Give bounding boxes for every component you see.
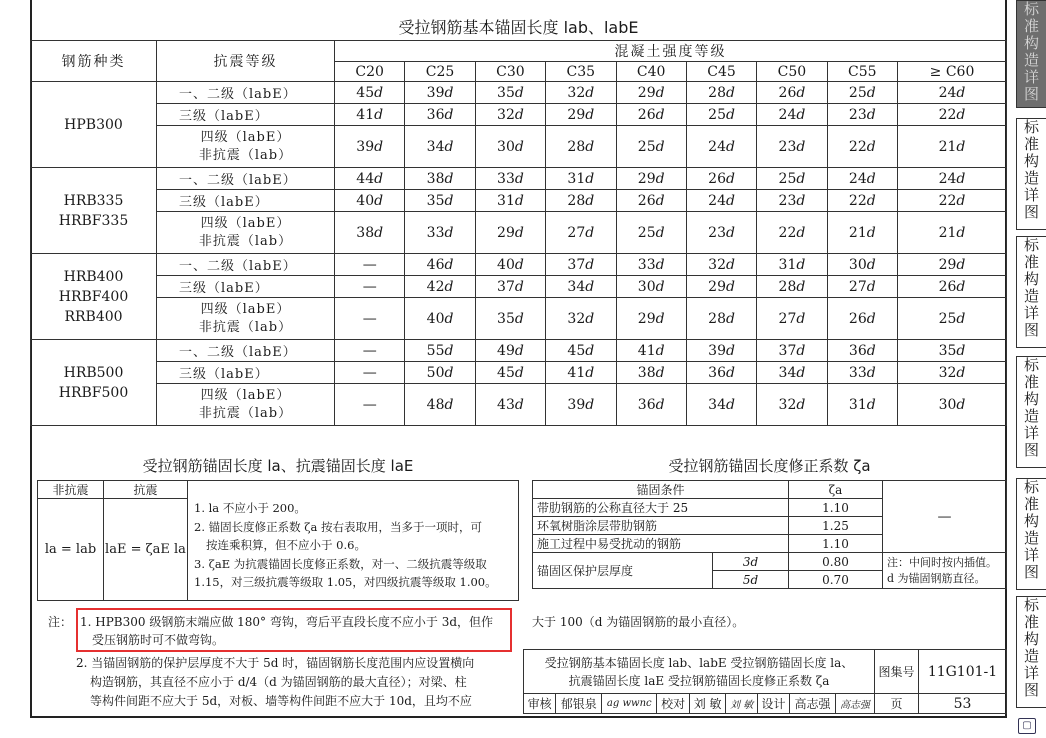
anchorage-value: 34d <box>757 362 827 384</box>
seismic-grade-label: 四级（labE） <box>200 301 291 317</box>
seismic-grade-label: 四级（labE） <box>200 129 291 145</box>
steel-type-label: HRBF500 <box>58 384 129 401</box>
anchorage-value: 39d <box>335 126 405 168</box>
main-table-title: 受拉钢筋基本锚固长度 lab、labE <box>398 18 639 37</box>
anchorage-value: 43d <box>475 384 545 426</box>
anchorage-length-formula-table <box>37 480 519 601</box>
highlight-box <box>76 608 512 652</box>
anchorage-value: 36d <box>827 340 897 362</box>
anchorage-value: 24d <box>686 190 756 212</box>
anchorage-value: 34d <box>405 126 475 168</box>
anchorage-value: 50d <box>405 362 475 384</box>
anchorage-value: — <box>335 276 405 298</box>
anchorage-value: 33d <box>616 254 686 276</box>
anchorage-value: 28d <box>546 190 616 212</box>
anchorage-value: — <box>335 298 405 340</box>
left-table-title: 受拉钢筋锚固长度 la、抗震锚固长度 laE <box>142 457 414 475</box>
formula-note-2: 2. 锚固长度修正系数 ζa 按右表取用，当多于一项时，可 <box>194 519 483 534</box>
coef-header: ζa <box>789 481 883 499</box>
anchorage-value: 31d <box>757 254 827 276</box>
seismic-grade-label: 三级（labE） <box>179 367 269 382</box>
anchorage-value: 41d <box>616 340 686 362</box>
steel-type-cell <box>31 254 157 340</box>
anchorage-value: 29d <box>475 212 545 254</box>
anchorage-value: 24d <box>827 168 897 190</box>
col-nonseismic-header: 非抗震 <box>38 481 104 499</box>
anchorage-value: 32d <box>686 254 756 276</box>
anchorage-value: 32d <box>898 362 1007 384</box>
correction-factor-table <box>532 480 1007 589</box>
seismic-grade-cell <box>157 190 335 212</box>
anchorage-value: 33d <box>475 168 545 190</box>
anchorage-value: 24d <box>898 168 1007 190</box>
side-tab-4[interactable]: 标准构造详图 <box>1016 356 1046 468</box>
anchorage-value: 22d <box>827 190 897 212</box>
anchorage-value: 38d <box>405 168 475 190</box>
anchorage-value: 46d <box>405 254 475 276</box>
steel-type-label: RRB400 <box>64 308 123 325</box>
anchorage-value: 35d <box>475 82 545 104</box>
anchorage-value: 26d <box>686 168 756 190</box>
page-icon[interactable]: ▢ <box>1018 718 1036 734</box>
steel-type-cell <box>31 82 157 168</box>
cover-5d-coef: 0.70 <box>789 571 883 589</box>
anchorage-value: 27d <box>827 276 897 298</box>
anchorage-value: 30d <box>827 254 897 276</box>
side-tab-2[interactable]: 标准构造详图 <box>1016 118 1046 230</box>
anchorage-value: 45d <box>475 362 545 384</box>
anchorage-value: 24d <box>686 126 756 168</box>
seismic-grade-cell <box>157 254 335 276</box>
reviewer-name: 郁银泉 <box>556 694 602 714</box>
anchorage-value: 23d <box>757 190 827 212</box>
anchorage-value: 34d <box>546 276 616 298</box>
atlas-label: 图集号 <box>875 650 919 694</box>
anchorage-value: 36d <box>686 362 756 384</box>
anchorage-value: 29d <box>686 276 756 298</box>
anchorage-value: 25d <box>616 212 686 254</box>
anchorage-value: 36d <box>405 104 475 126</box>
anchorage-value: 31d <box>827 384 897 426</box>
concrete-col-header: C50 <box>757 62 827 82</box>
condition-header: 锚固条件 <box>533 481 789 499</box>
seismic-grade-label: 四级（labE） <box>200 215 291 231</box>
anchorage-value: 32d <box>546 298 616 340</box>
anchorage-value: 37d <box>757 340 827 362</box>
page-number: 53 <box>919 694 1007 714</box>
steel-type-label: HRBF335 <box>58 212 129 229</box>
cover-5d: 5d <box>713 571 789 589</box>
anchorage-value: 36d <box>616 384 686 426</box>
seismic-grade-cell <box>157 362 335 384</box>
cover-note <box>883 553 1007 589</box>
formula-seismic: laE = ζaE la <box>104 499 188 601</box>
steel-type-label: HRBF400 <box>58 288 129 305</box>
formula-note-3: 3. ζaE 为抗震锚固长度修正系数，对一、二级抗震等级取 <box>194 556 487 571</box>
anchorage-value: 31d <box>546 168 616 190</box>
coef-row-2: 1.25 <box>789 517 883 535</box>
anchorage-value: 44d <box>335 168 405 190</box>
drawing-title-line-1: 受拉钢筋基本锚固长度 lab、labE 受拉钢筋锚固长度 la、 <box>544 655 854 670</box>
designer-name: 高志强 <box>790 694 836 714</box>
designer-signature: 高志强 <box>835 694 874 714</box>
anchorage-value: 41d <box>546 362 616 384</box>
anchorage-value: 26d <box>616 104 686 126</box>
concrete-col-header: C45 <box>686 62 756 82</box>
anchorage-value: 25d <box>686 104 756 126</box>
seismic-grade-label: 一、二级（labE） <box>179 345 297 360</box>
anchorage-value: 38d <box>335 212 405 254</box>
anchorage-value: 22d <box>757 212 827 254</box>
check-label: 校对 <box>657 694 689 714</box>
anchorage-value: — <box>335 384 405 426</box>
page-label: 页 <box>875 694 919 714</box>
anchorage-value: 39d <box>686 340 756 362</box>
anchorage-value: 37d <box>546 254 616 276</box>
steel-type-header: 钢筋种类 <box>31 41 157 82</box>
seismic-grade-cell <box>157 340 335 362</box>
note-1-line-2: 受压钢筋时可不做弯钩。 <box>92 633 225 647</box>
anchorage-value: 49d <box>475 340 545 362</box>
cover-label: 锚固区保护层厚度 <box>533 553 713 589</box>
anchorage-value: 33d <box>827 362 897 384</box>
side-tab-5[interactable]: 标准构造详图 <box>1016 478 1046 590</box>
anchorage-value: 28d <box>757 276 827 298</box>
anchorage-value: 28d <box>546 126 616 168</box>
condition-row-3: 施工过程中易受扰动的钢筋 <box>533 535 789 553</box>
anchorage-value: 31d <box>475 190 545 212</box>
anchorage-value: 29d <box>616 168 686 190</box>
anchorage-value: 25d <box>616 126 686 168</box>
anchorage-value: 21d <box>898 126 1007 168</box>
anchorage-value: 39d <box>546 384 616 426</box>
seismic-grade-cell <box>157 276 335 298</box>
concrete-col-header: C35 <box>546 62 616 82</box>
anchorage-value: 30d <box>475 126 545 168</box>
seismic-grade-label: 非抗震（lab） <box>198 233 293 249</box>
seismic-grade-cell <box>157 104 335 126</box>
anchorage-value: 26d <box>898 276 1007 298</box>
anchorage-value: 22d <box>827 126 897 168</box>
side-tab-1[interactable]: 标准构造详图 <box>1016 0 1046 108</box>
anchorage-value: 23d <box>757 126 827 168</box>
cover-3d: 3d <box>713 553 789 571</box>
anchorage-value: 24d <box>757 104 827 126</box>
cover-3d-coef: 0.80 <box>789 553 883 571</box>
concrete-col-header: C55 <box>827 62 897 82</box>
steel-type-label: HRB500 <box>63 364 124 381</box>
seismic-grade-cell <box>157 384 335 426</box>
seismic-grade-label: 三级（labE） <box>179 109 269 124</box>
anchorage-value: 32d <box>757 384 827 426</box>
seismic-grade-cell <box>157 82 335 104</box>
review-label: 审核 <box>524 694 556 714</box>
anchorage-value: — <box>335 254 405 276</box>
anchorage-value: 32d <box>546 82 616 104</box>
atlas-number: 11G101-1 <box>919 650 1007 694</box>
anchorage-value: 29d <box>616 82 686 104</box>
anchorage-value: 29d <box>898 254 1007 276</box>
anchorage-value: 40d <box>475 254 545 276</box>
concrete-grade-header: 混凝土强度等级 <box>335 41 1007 62</box>
concrete-col-header: C30 <box>475 62 545 82</box>
seismic-grade-cell <box>157 298 335 340</box>
side-tab-6[interactable]: 标准构造详图 <box>1016 596 1046 708</box>
anchorage-value: 35d <box>898 340 1007 362</box>
cover-note-2: d 为锚固钢筋直径。 <box>887 571 986 585</box>
note-1-tail: 大于 100（d 为锚固钢筋的最小直径）。 <box>532 615 745 629</box>
anchorage-value: 55d <box>405 340 475 362</box>
anchorage-value: 40d <box>405 298 475 340</box>
anchorage-value: 27d <box>757 298 827 340</box>
condition-row-1: 带肋钢筋的公称直径大于 25 <box>533 499 789 517</box>
anchorage-value: 41d <box>335 104 405 126</box>
seismic-grade-label: 非抗震（lab） <box>198 319 293 335</box>
concrete-col-header: C20 <box>335 62 405 82</box>
anchorage-value: — <box>335 362 405 384</box>
anchorage-value: 22d <box>898 104 1007 126</box>
concrete-col-header: ≥ C60 <box>898 62 1007 82</box>
anchorage-value: 37d <box>475 276 545 298</box>
anchorage-value: 48d <box>405 384 475 426</box>
note-2-line-2: 构造钢筋，其直径不应小于 d/4（d 为锚固钢筋的最大直径）；对梁、柱 <box>90 675 467 689</box>
side-tab-3[interactable]: 标准构造详图 <box>1016 236 1046 348</box>
anchorage-value: 38d <box>616 362 686 384</box>
anchorage-value: 35d <box>405 190 475 212</box>
note-1-line-1: 1. HPB300 级钢筋末端应做 180° 弯钩，弯后平直段长度不应小于 3d，但作 <box>80 615 494 629</box>
drawing-title-block <box>523 649 1007 714</box>
anchorage-value: 21d <box>827 212 897 254</box>
seismic-grade-label: 非抗震（lab） <box>198 405 293 421</box>
steel-type-cell <box>31 168 157 254</box>
formula-note-3b: 1.15，对三级抗震等级取 1.05，对四级抗震等级取 1.00。 <box>194 575 497 589</box>
seismic-grade-label: 三级（labE） <box>179 195 269 210</box>
design-label: 设计 <box>757 694 789 714</box>
concrete-col-header: C40 <box>616 62 686 82</box>
anchorage-value: 26d <box>616 190 686 212</box>
reviewer-signature: ag wwnc <box>602 694 657 714</box>
anchorage-value: 30d <box>898 384 1007 426</box>
anchorage-value: 45d <box>546 340 616 362</box>
seismic-grade-label: 一、二级（labE） <box>179 87 297 102</box>
steel-type-label: HRB335 <box>63 192 124 209</box>
anchorage-value: 22d <box>898 190 1007 212</box>
index-strip <box>1012 0 1046 738</box>
anchorage-value: 25d <box>757 168 827 190</box>
drawing-title <box>524 650 875 694</box>
col-seismic-header: 抗震 <box>104 481 188 499</box>
cover-note-1: 注：中间时按内插值。 <box>887 555 997 569</box>
dash-cell: — <box>883 481 1007 553</box>
anchorage-value: 21d <box>898 212 1007 254</box>
steel-type-label: HRB400 <box>63 268 124 285</box>
seismic-grade-cell <box>157 168 335 190</box>
drawing-title-line-2: 抗震锚固长度 laE 受拉钢筋锚固长度修正系数 ζa <box>568 673 830 688</box>
formula-notes <box>188 481 519 601</box>
coef-row-3: 1.10 <box>789 535 883 553</box>
seismic-grade-label: 三级（labE） <box>179 281 269 296</box>
anchorage-value: 42d <box>405 276 475 298</box>
formula-note-2b: 按连乘积算，但不应小于 0.6。 <box>206 538 366 552</box>
anchorage-value: 24d <box>898 82 1007 104</box>
anchorage-value: 25d <box>898 298 1007 340</box>
anchorage-value: 23d <box>827 104 897 126</box>
anchorage-value: 26d <box>827 298 897 340</box>
anchorage-value: 29d <box>546 104 616 126</box>
seismic-grade-header: 抗震等级 <box>157 41 335 82</box>
formula-note-1: 1. la 不应小于 200。 <box>194 501 306 515</box>
steel-type-cell <box>31 340 157 426</box>
notes-label: 注： <box>48 615 73 629</box>
anchorage-value: 39d <box>405 82 475 104</box>
anchorage-value: 34d <box>686 384 756 426</box>
seismic-grade-cell <box>157 212 335 254</box>
seismic-grade-label: 一、二级（labE） <box>179 173 297 188</box>
seismic-grade-label: 一、二级（labE） <box>179 259 297 274</box>
anchorage-value: 33d <box>405 212 475 254</box>
concrete-col-header: C25 <box>405 62 475 82</box>
anchorage-value: 27d <box>546 212 616 254</box>
anchorage-value: 32d <box>475 104 545 126</box>
checker-name: 刘 敏 <box>689 694 726 714</box>
anchorage-value: 23d <box>686 212 756 254</box>
checker-signature: 刘 敏 <box>726 694 757 714</box>
anchorage-value: 25d <box>827 82 897 104</box>
anchorage-value: 40d <box>335 190 405 212</box>
steel-type-label: HPB300 <box>64 116 123 133</box>
anchorage-value: 29d <box>616 298 686 340</box>
anchorage-value: 45d <box>335 82 405 104</box>
note-2-line-1: 2. 当锚固钢筋的保护层厚度不大于 5d 时，锚固钢筋长度范围内应设置横向 <box>76 656 475 670</box>
anchorage-value: 28d <box>686 82 756 104</box>
anchorage-value: 30d <box>616 276 686 298</box>
anchorage-value: — <box>335 340 405 362</box>
anchorage-value: 35d <box>475 298 545 340</box>
formula-nonseismic: la = lab <box>38 499 104 601</box>
anchorage-value: 28d <box>686 298 756 340</box>
seismic-grade-cell <box>157 126 335 168</box>
seismic-grade-label: 非抗震（lab） <box>198 147 293 163</box>
seismic-grade-label: 四级（labE） <box>200 387 291 403</box>
note-2-line-3: 等构件间距不应大于 5d，对板、墙等构件间距不应大于 10d，且均不应 <box>90 694 472 708</box>
condition-row-2: 环氧树脂涂层带肋钢筋 <box>533 517 789 535</box>
coef-row-1: 1.10 <box>789 499 883 517</box>
anchorage-value: 26d <box>757 82 827 104</box>
right-table-title: 受拉钢筋锚固长度修正系数 ζa <box>668 457 871 475</box>
anchorage-length-table <box>30 40 1007 426</box>
